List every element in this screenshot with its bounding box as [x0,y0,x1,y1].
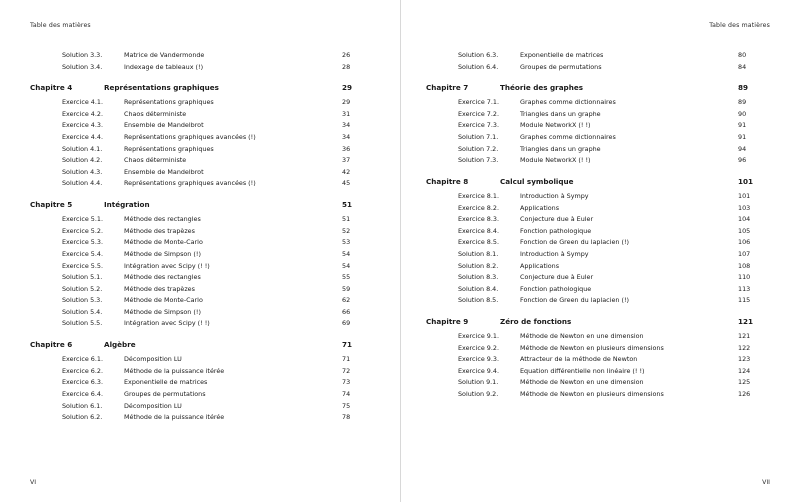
toc-row-label [30,377,207,389]
entry-number: Solution 7.3. [458,156,499,165]
toc-row-label [426,97,616,109]
toc-entry-row[interactable] [426,261,770,273]
toc-row-label [426,366,645,378]
toc-row-label [426,50,603,62]
toc-entry-row[interactable] [30,284,374,296]
page-number: 73 [342,378,351,387]
entry-number: Exercice 5.3. [62,238,104,247]
toc-entry-row[interactable] [426,377,770,389]
toc-entry-row[interactable] [30,389,374,401]
entry-number: Solution 6.4. [458,62,499,71]
entry-number: Exercice 7.3. [458,121,500,130]
toc-entry-row[interactable] [30,261,374,273]
entry-number: Exercice 5.4. [62,249,104,258]
page-number: 91 [738,121,747,130]
toc-chapter-row[interactable] [30,339,374,351]
page-number: 29 [342,83,353,93]
entry-number: Exercice 8.1. [458,191,500,200]
toc-entry-row[interactable] [30,50,374,62]
entry-number: Solution 5.3. [62,296,103,305]
toc-row-label [30,178,256,190]
toc-chapter-row[interactable] [426,176,770,188]
page-number: 51 [342,200,353,210]
toc-chapter-row[interactable] [30,199,374,211]
page-number: 45 [342,179,351,188]
toc-entry-row[interactable] [426,109,770,121]
chapter-number: Chapitre 6 [30,340,73,350]
entry-title: Graphes comme dictionnaires [520,98,616,107]
page-number: 113 [738,284,751,293]
toc-row-label [426,120,591,132]
page-number: 106 [738,238,751,247]
page-number: 124 [738,366,751,375]
toc-row-label [30,295,203,307]
toc-row-label [426,191,589,203]
toc-entry-row[interactable] [30,144,374,156]
toc-row-label [426,237,629,249]
page-number: 69 [342,319,351,328]
toc-entry-row[interactable] [426,97,770,109]
toc-entry-row[interactable] [426,120,770,132]
entry-title: Méthode des rectangles [124,215,201,224]
entry-title: Fonction de Green du laplacien (!) [520,296,630,305]
toc-row-label [30,272,201,284]
entry-number: Solution 7.2. [458,144,499,153]
entry-number: Exercice 7.2. [458,109,500,118]
toc-list-right [426,50,770,401]
page-number: 71 [342,355,351,364]
page-number: 94 [738,144,747,153]
entry-number: Solution 8.4. [458,284,499,293]
page-right [400,0,800,502]
entry-title: Méthode de la puissance itérée [124,366,225,375]
toc-entry-row[interactable] [426,132,770,144]
chapter-number: Chapitre 9 [426,316,469,326]
toc-row-label [30,339,136,351]
chapter-title: Intégration [104,200,150,210]
folio-right: VII [762,479,770,486]
toc-entry-row[interactable] [30,366,374,378]
page-number: 126 [738,389,751,398]
toc-entry-row[interactable] [30,214,374,226]
toc-entry-row[interactable] [426,237,770,249]
page-number: 121 [738,331,751,340]
toc-row-label [30,354,182,366]
toc-row-label [30,261,210,273]
entry-number: Solution 8.5. [458,296,499,305]
toc-entry-row[interactable] [426,366,770,378]
entry-title: Groupes de permutations [124,389,206,398]
entry-number: Exercice 4.4. [62,133,104,142]
toc-entry-row[interactable] [30,155,374,167]
entry-title: Chaos déterministe [124,109,187,118]
toc-row-label [30,144,214,156]
entry-title: Méthode de la puissance itérée [124,413,225,422]
page-number: 121 [738,316,754,326]
toc-entry-row[interactable] [30,412,374,424]
entry-title: Méthode de Simpson (!) [124,249,201,258]
entry-title: Graphes comme dictionnaires [520,133,616,142]
toc-row-label [426,109,601,121]
running-head-left: Table des matières [30,22,91,29]
entry-title: Méthode des trapèzes [124,226,195,235]
toc-entry-row[interactable] [426,331,770,343]
toc-row-label [30,307,201,319]
page-number: 54 [342,249,351,258]
toc-entry-row[interactable] [30,401,374,413]
page-number: 96 [738,156,747,165]
entry-title: Méthode de Newton en plusieurs dimensions [520,343,664,352]
entry-title: Décomposition LU [124,355,182,364]
entry-number: Exercice 6.4. [62,389,104,398]
page-number: 108 [738,261,751,270]
page-number: 84 [738,62,747,71]
toc-row-label [426,155,591,167]
page-number: 78 [342,413,351,422]
entry-number: Solution 9.1. [458,378,499,387]
folio-left: VI [30,479,37,486]
toc-entry-row[interactable] [30,97,374,109]
entry-title: Fonction de Green du laplacien (!) [520,238,630,247]
entry-title: Représentations graphiques [124,98,214,107]
chapter-title: Représentations graphiques [104,83,219,93]
toc-entry-row[interactable] [426,389,770,401]
entry-number: Exercice 8.4. [458,226,500,235]
entry-number: Solution 5.2. [62,284,103,293]
entry-title: Fonction pathologique [520,284,592,293]
entry-number: Exercice 6.1. [62,355,104,364]
toc-entry-row[interactable] [30,109,374,121]
page-number: 42 [342,167,351,176]
toc-row-label [30,199,150,211]
page-number: 52 [342,226,351,235]
toc-entry-row[interactable] [30,272,374,284]
toc-row-label [426,295,629,307]
toc-row-label [426,144,601,156]
toc-entry-row[interactable] [30,167,374,179]
toc-entry-row[interactable] [426,62,770,74]
entry-number: Solution 4.4. [62,179,103,188]
page-number: 71 [342,340,353,350]
entry-number: Solution 9.2. [458,389,499,398]
toc-row-label [30,82,219,94]
page-number: 55 [342,273,351,282]
entry-number: Solution 8.1. [458,249,499,258]
toc-row-label [426,249,589,261]
page-number: 103 [738,203,751,212]
toc-entry-row[interactable] [426,214,770,226]
entry-title: Ensemble de Mandelbrot [124,167,204,176]
toc-row-label [30,249,201,261]
entry-title: Chaos déterministe [124,156,187,165]
page-number: 53 [342,238,351,247]
page-number: 26 [342,51,351,59]
entry-title: Méthode de Simpson (!) [124,307,201,316]
page-number: 74 [342,389,351,398]
entry-number: Exercice 5.2. [62,226,104,235]
toc-entry-row[interactable] [30,307,374,319]
entry-title: Méthode de Newton en une dimension [520,378,644,387]
toc-entry-row[interactable] [426,50,770,62]
entry-title: Module NetworkX (! !) [520,121,591,130]
toc-row-label [426,316,571,328]
entry-number: Solution 6.1. [62,401,103,410]
entry-title: Introduction à Sympy [520,191,589,200]
entry-number: Exercice 6.3. [62,378,104,387]
running-head-right: Table des matières [709,22,770,29]
entry-title: Méthode de Newton en plusieurs dimensions [520,389,664,398]
toc-entry-row[interactable] [426,272,770,284]
chapter-title: Zéro de fonctions [500,316,572,326]
toc-row-label [426,389,664,401]
toc-row-label [426,176,574,188]
entry-number: Exercice 9.2. [458,343,500,352]
entry-number: Exercice 9.3. [458,355,500,364]
toc-entry-row[interactable] [426,343,770,355]
entry-number: Solution 4.1. [62,144,103,153]
toc-row-label [426,62,602,74]
toc-row-label [30,155,186,167]
chapter-number: Chapitre 7 [426,83,469,93]
entry-number: Exercice 7.1. [458,98,500,107]
toc-row-label [426,272,593,284]
toc-entry-row[interactable] [426,354,770,366]
toc-entry-row[interactable] [426,226,770,238]
toc-entry-row[interactable] [30,132,374,144]
toc-entry-row[interactable] [30,178,374,190]
toc-entry-row[interactable] [426,295,770,307]
entry-number: Exercice 4.1. [62,98,104,107]
entry-title: Exponentielle de matrices [124,378,208,387]
toc-row-label [30,366,224,378]
page-number: 91 [738,133,747,142]
entry-title: Représentations graphiques [124,144,214,153]
entry-title: Méthode de Monte-Carlo [124,296,203,305]
entry-number: Exercice 8.2. [458,203,500,212]
page-number: 101 [738,191,751,200]
toc-row-label [30,401,182,413]
entry-title: Applications [520,261,560,270]
page-number: 34 [342,133,351,142]
page-number: 51 [342,215,351,224]
chapter-title: Théorie des graphes [500,83,583,93]
entry-title: Représentations graphiques avancées (!) [124,179,256,188]
toc-row-label [30,62,203,74]
toc-entry-row[interactable] [30,120,374,132]
toc-row-label [30,214,201,226]
toc-entry-row[interactable] [426,155,770,167]
chapter-number: Chapitre 8 [426,176,469,186]
toc-entry-row[interactable] [426,203,770,215]
page-number: 36 [342,144,351,153]
chapter-title: Algèbre [104,340,136,350]
toc-row-label [426,214,593,226]
entry-title: Triangles dans un graphe [520,144,601,153]
entry-title: Exponentielle de matrices [520,51,604,59]
page-number: 54 [342,261,351,270]
chapter-number: Chapitre 5 [30,200,73,210]
page-number: 123 [738,355,751,364]
page-number: 115 [738,296,751,305]
page-number: 62 [342,296,351,305]
toc-entry-row[interactable] [30,295,374,307]
toc-entry-row[interactable] [30,377,374,389]
page-number: 31 [342,109,351,118]
entry-title: Fonction pathologique [520,226,592,235]
toc-chapter-row[interactable] [30,82,374,94]
page-number: 34 [342,121,351,130]
page-number: 59 [342,284,351,293]
toc-entry-row[interactable] [30,354,374,366]
toc-row-label [426,377,644,389]
chapter-number: Chapitre 4 [30,83,73,93]
toc-entry-row[interactable] [426,144,770,156]
toc-row-label [426,203,559,215]
chapter-title: Calcul symbolique [500,176,574,186]
toc-row-label [426,226,591,238]
entry-title: Indexage de tableaux (!) [124,62,204,71]
toc-entry-row[interactable] [426,284,770,296]
toc-row-label [30,132,256,144]
entry-number: Solution 8.3. [458,273,499,282]
entry-number: Solution 3.4. [62,62,103,71]
entry-title: Triangles dans un graphe [520,109,601,118]
entry-title: Conjecture due à Euler [520,215,594,224]
toc-row-label [426,284,591,296]
entry-title: Groupes de permutations [520,62,602,71]
page-number: 89 [738,83,749,93]
entry-number: Exercice 8.3. [458,215,500,224]
page-number: 105 [738,226,751,235]
toc-row-label [30,284,195,296]
entry-number: Exercice 9.4. [458,366,500,375]
entry-title: Ensemble de Mandelbrot [124,121,204,130]
entry-title: Applications [520,203,560,212]
entry-title: Intégration avec Scipy (! !) [124,319,210,328]
entry-title: Module NetworkX (! !) [520,156,591,165]
entry-number: Solution 4.2. [62,156,103,165]
page-number: 125 [738,378,751,387]
toc-chapter-row[interactable] [426,82,770,94]
toc-row-label [30,318,210,330]
entry-title: Conjecture due à Euler [520,273,594,282]
entry-title: Equation différentielle non linéaire (! !) [520,366,645,375]
entry-title: Introduction à Sympy [520,249,589,258]
page-number: 110 [738,273,751,282]
entry-number: Exercice 6.2. [62,366,104,375]
entry-number: Exercice 5.5. [62,261,104,270]
entry-number: Solution 3.3. [62,51,103,59]
entry-number: Exercice 9.1. [458,331,500,340]
toc-row-label [30,389,206,401]
toc-entry-row[interactable] [426,191,770,203]
toc-entry-row[interactable] [30,226,374,238]
toc-row-label [30,97,214,109]
toc-row-label [30,120,204,132]
toc-row-label [30,167,204,179]
entry-title: Méthode de Monte-Carlo [124,238,203,247]
toc-row-label [426,331,644,343]
toc-row-label [30,109,186,121]
entry-title: Matrice de Vandermonde [124,51,205,59]
page-number: 75 [342,401,351,410]
toc-list-left [30,50,374,424]
toc-entry-row[interactable] [30,62,374,74]
toc-row-label [30,226,195,238]
page-number: 80 [738,51,747,59]
toc-entry-row[interactable] [30,318,374,330]
toc-row-label [426,132,616,144]
entry-title: Intégration avec Scipy (! !) [124,261,210,270]
entry-title: Méthode de Newton en une dimension [520,331,644,340]
page-number: 29 [342,98,351,107]
page-number: 28 [342,62,351,71]
entry-number: Solution 6.3. [458,51,499,59]
toc-chapter-row[interactable] [426,316,770,328]
toc-row-label [426,354,637,366]
toc-row-label [426,343,664,355]
page-number: 104 [738,215,751,224]
entry-number: Solution 6.2. [62,413,103,422]
toc-row-label [30,412,224,424]
toc-row-label [30,50,204,62]
page-number: 89 [738,98,747,107]
toc-row-label [30,237,203,249]
page-number: 72 [342,366,351,375]
page-number: 122 [738,343,751,352]
entry-number: Solution 5.1. [62,273,103,282]
entry-title: Méthode des rectangles [124,273,201,282]
toc-entry-row[interactable] [426,249,770,261]
entry-number: Solution 5.5. [62,319,103,328]
entry-title: Décomposition LU [124,401,182,410]
entry-title: Attracteur de la méthode de Newton [520,355,638,364]
entry-title: Méthode des trapèzes [124,284,195,293]
page-number: 101 [738,176,754,186]
toc-row-label [426,261,559,273]
entry-number: Exercice 4.3. [62,121,104,130]
entry-number: Solution 5.4. [62,307,103,316]
page-number: 37 [342,156,351,165]
entry-number: Solution 7.1. [458,133,499,142]
page-number: 90 [738,109,747,118]
entry-title: Représentations graphiques avancées (!) [124,133,256,142]
toc-entry-row[interactable] [30,237,374,249]
entry-number: Exercice 4.2. [62,109,104,118]
entry-number: Exercice 8.5. [458,238,500,247]
entry-number: Solution 8.2. [458,261,499,270]
entry-number: Exercice 5.1. [62,215,104,224]
toc-row-label [426,82,583,94]
page-number: 66 [342,307,351,316]
page-number: 107 [738,249,751,258]
entry-number: Solution 4.3. [62,167,103,176]
toc-entry-row[interactable] [30,249,374,261]
